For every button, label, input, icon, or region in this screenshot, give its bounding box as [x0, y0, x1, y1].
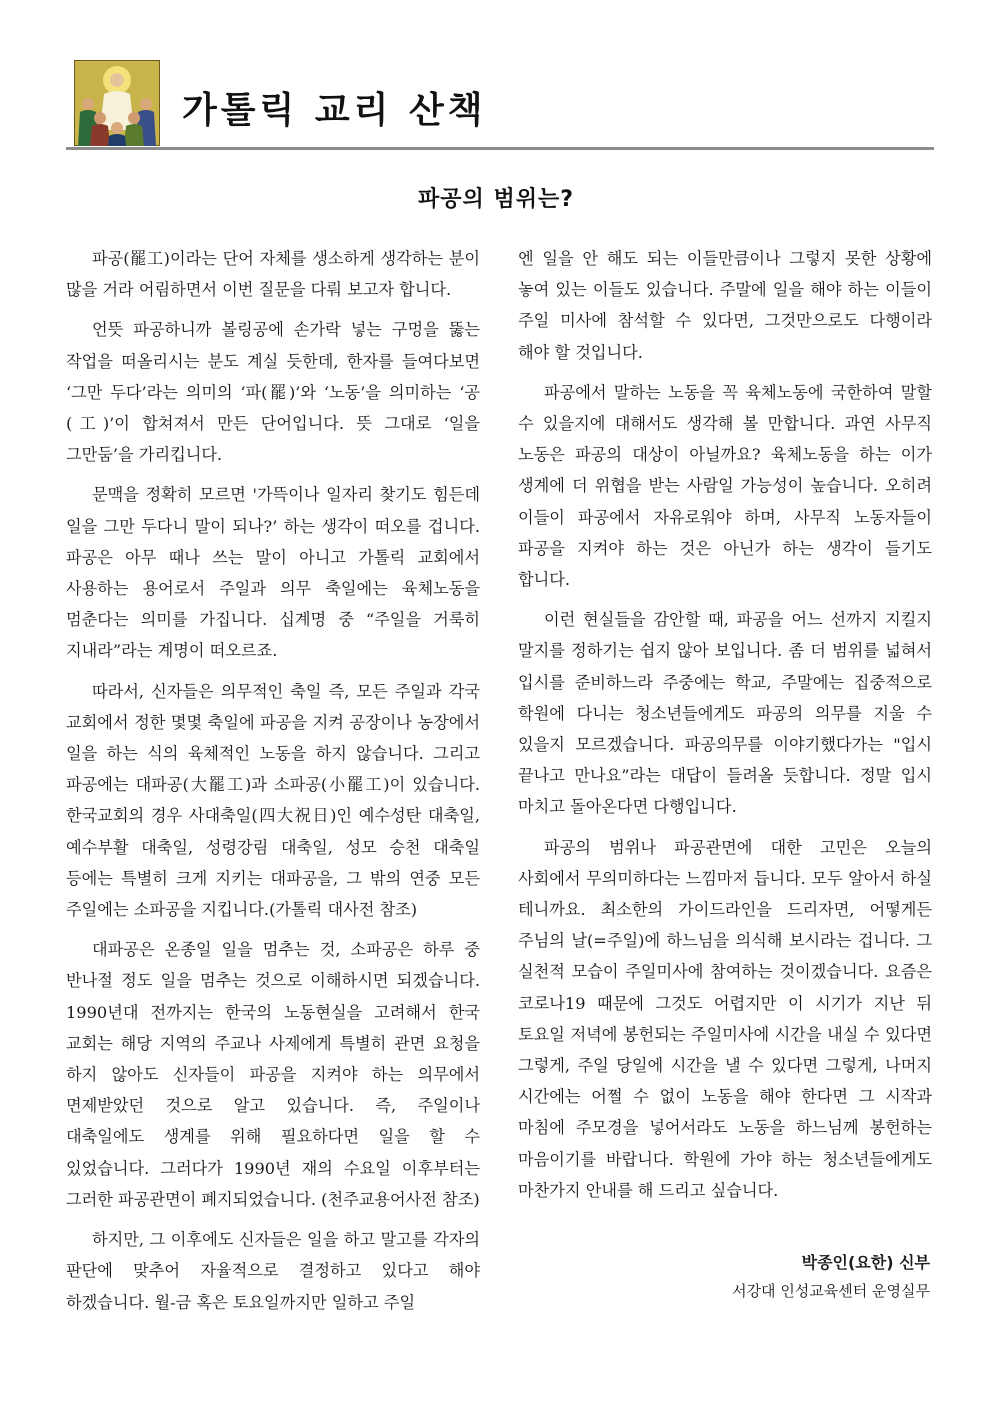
paragraph: 파공의 범위나 파공관면에 대한 고민은 오늘의 사회에서 무의미하다는 느낌마저 듭니다. 모두 알아서 하실 테니까요. 최소한의 가이드라인을 드리자면, 어떻게든 주님의 날(=주일)에 하느님을 의식해 보시라는 겁니다. 그 실천적 모습이 주일미사에 참여하는 것이겠습니다. 요즘은 코로나19 때문에 그것도 어렵지만 이 시기가 지난 뒤 토요일 저녁에 봉헌되는 주일미사에 시간을 내실 수 있다면 그렇게, 주일 당일에 시간을 낼 수 있다면 그렇게, 나머지 시간에는 어쩔 수 없이 노동을 해야 한다면 그 시작과 마침에 주모경을 넣어서라도 노동을 하느님께 봉헌하는 마음이기를 바랍니다. 학원에 가야 하는 청소년들에게도 마찬가지 안내를 해 드리고 싶습니다. — [518, 837, 932, 1200]
paragraph: 따라서, 신자들은 의무적인 축일 즉, 모든 주일과 각국 교회에서 정한 몇몇 축일에 파공을 지켜 공장이나 농장에서 일을 하는 식의 육체적인 노동을 하지 않습니다. 그리고 파공에는 대파공(大罷工)과 소파공(小罷工)이 있습니다. 한국교회의 경우 사대축일(四大祝日)인 예수성탄 대축일, 예수부활 대축일, 성령강림 대축일, 성모 승천 대축일 등에는 특별히 크게 지키는 대파공을, 그 밖의 연중 모든 주일에는 소파공을 지킵니다.(가톨릭 대사전 참조) — [66, 681, 480, 920]
page-header — [66, 58, 934, 150]
page-title: 가톨릭 교리 산책 — [182, 89, 487, 131]
paragraph: 파공에서 말하는 노동을 꼭 육체노동에 국한하여 말할 수 있을지에 대해서도 생각해 볼 만합니다. 과연 사무직 노동은 파공의 대상이 아닐까요? 육체노동을 하는 이가 생계에 더 위협을 받는 사람일 가능성이 높습니다. 오히려 이들이 파공에서 자유로워야 하며, 사무직 노동자들이 파공을 지켜야 하는 것은 아닌가 하는 생각이 들기도 합니다. — [518, 382, 932, 590]
right-column — [518, 243, 932, 1215]
paragraph: 이런 현실들을 감안할 때, 파공을 어느 선까지 지킬지 말지를 정하기는 쉽지 않아 보입니다. 좀 더 범위를 넓혀서 입시를 준비하느라 주중에는 학교, 주말에는 집중적으로 학원에 다니는 청소년들에게도 파공의 의무를 지울 수 있을지 모르겠습니다. 파공의무를 이야기했다가는 "입시 끝나고 만나요”라는 대답이 들려올 듯합니다. 정말 입시 마치고 돌아온다면 다행입니다. — [518, 610, 932, 817]
jesus-disciples-logo-icon — [74, 60, 160, 146]
left-column — [66, 243, 480, 1327]
paragraph: 파공(罷工)이라는 단어 자체를 생소하게 생각하는 분이 많을 거라 어림하면서 이번 질문을 다뤄 보고자 합니다. — [66, 249, 480, 300]
paragraph: 대파공은 온종일 일을 멈추는 것, 소파공은 하루 중 반나절 정도 일을 멈추는 것으로 이해하시면 되겠습니다. 1990년대 전까지는 한국의 노동현실을 고려해서 한국 교회는 해당 지역의 주교나 사제에게 특별히 관면 요청을 하지 않아도 신자들이 파공을 지켜야 하는 의무에서 면제받았던 것으로 알고 있습니다. 즉, 주일이나 대축일에도 생계를 위해 필요하다면 일을 할 수 있었습니다. 그러다가 1990년 재의 수요일 이후부터는 그러한 파공관면이 폐지되었습니다. (천주교용어사전 참조) — [66, 940, 480, 1209]
author-block — [732, 1249, 930, 1305]
paragraph: 언뜻 파공하니까 볼링공에 손가락 넣는 구멍을 뚫는 작업을 떠올리시는 분도 계실 듯한데, 한자를 들여다보면 ‘그만 두다’라는 의미의 ‘파(罷)’와 ‘노동’을 의미하는 ‘공(工)’이 합쳐져서 만든 단어입니다. 뜻 그대로 ‘일을 그만둠’을 가리킵니다. — [66, 320, 480, 465]
author-role: 서강대 인성교육센터 운영실무 — [732, 1282, 930, 1300]
paragraph: 문맥을 정확히 모르면 '가뜩이나 일자리 찾기도 힘든데 일을 그만 두다니 말이 되나?’ 하는 생각이 떠오를 겁니다. 파공은 아무 때나 쓰는 말이 아니고 가톨릭 교회에서 사용하는 용어로서 주일과 의무 축일에는 육체노동을 멈춘다는 의미를 가집니다. 십계명 중 “주일을 거룩히 지내라”라는 계명이 떠오르죠. — [66, 485, 480, 661]
article-title: 파공의 범위는? — [418, 187, 574, 212]
author-name: 박종인(요한) 신부 — [801, 1253, 930, 1272]
paragraph: 하지만, 그 이후에도 신자들은 일을 하고 말고를 각자의 판단에 맞추어 자율적으로 결정하고 있다고 해야 하겠습니다. 월-금 혹은 토요일까지만 일하고 주일 — [66, 1230, 480, 1312]
header-divider — [66, 147, 934, 150]
paragraph-continuation: 엔 일을 안 해도 되는 이들만큼이나 그렇지 못한 상황에 놓여 있는 이들도 있습니다. 주말에 일을 해야 하는 이들이 주일 미사에 참석할 수 있다면, 그것만으로도 다행이라 해야 할 것입니다. — [518, 249, 932, 362]
